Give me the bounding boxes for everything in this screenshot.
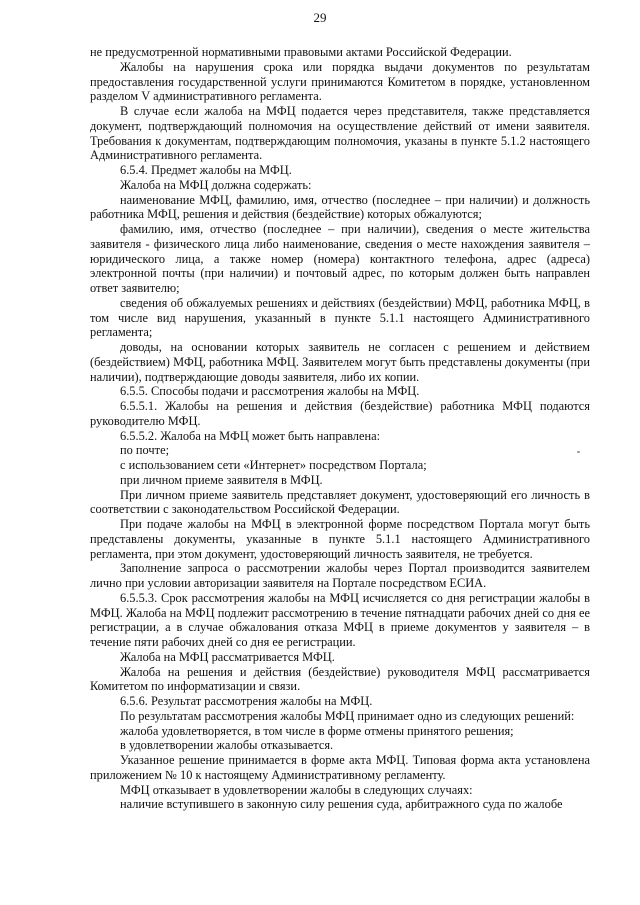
paragraph: Жалоба на МФЦ рассматривается МФЦ.	[120, 649, 335, 664]
paragraph: наименование МФЦ, фамилию, имя, отчество (последнее – при наличии) и должность работника МФЦ, решения и действия (бездействие) которых обжалуются;	[90, 192, 590, 222]
paragraph: Жалоба на МФЦ должна содержать:	[120, 177, 312, 192]
paragraph: Жалобы на нарушения срока или порядка выдачи документов по результатам предоставления государственной услуги принимаются Комитетом в порядке, установленном разделом V административного регламента.	[90, 59, 590, 104]
paragraph: доводы, на основании которых заявитель не согласен с решением и действием (бездействием) МФЦ, работника МФЦ. Заявителем могут быть представлены документы (при наличии), подтверждающие доводы заявителя, либо их копии.	[90, 340, 590, 384]
paragraph: сведения об обжалуемых решениях и действиях (бездействии) МФЦ, работника МФЦ, в том числе вид нарушения, указанный в пункте 5.1.1 настоящего Административного регламента;	[90, 295, 590, 340]
paragraph: 6.5.5.1. Жалобы на решения и действия (бездействие) работника МФЦ подаются руководителю МФЦ.	[90, 399, 590, 428]
paragraph: В случае если жалоба на МФЦ подается через представителя, также представляется документ, подтверждающий полномочия на осуществление действий от имени заявителя. Требования к документам, подтверждающим полномочия, указаны в пункте 5.1.2 настоящего Административного регламента.	[90, 104, 590, 163]
paragraph: не предусмотренной нормативными правовыми актами Российской Федерации.	[90, 45, 512, 59]
paragraph: По результатам рассмотрения жалобы МФЦ принимает одно из следующих решений:	[120, 708, 575, 723]
paragraph: При подаче жалобы на МФЦ в электронной форме посредством Портала могут быть представлены документы, указанные в пункте 5.1.1 настоящего Административного регламента, при этом документ, удостоверяющий личность заявителя, не требуется.	[90, 517, 590, 561]
paragraph: 6.5.6. Результат рассмотрения жалобы на МФЦ.	[120, 694, 373, 708]
paragraph: Жалоба на решения и действия (бездействие) руководителя МФЦ рассматривается Комитетом по информатизации и связи.	[90, 664, 590, 694]
paragraph: фамилию, имя, отчество (последнее – при наличии), сведения о месте жительства заявителя - физического лица либо наименование, сведения о месте нахождения заявителя – юридического лица, а также номер (номера) контактного телефона, адрес (адреса) электронной почты (при наличии) и почтовый адрес, по которым должен быть направлен ответ заявителю;	[90, 222, 590, 295]
paragraph: Заполнение запроса о рассмотрении жалобы через Портал производится заявителем лично при условии авторизации заявителя на Портале посредством ЕСИА.	[90, 561, 590, 590]
paragraph: 6.5.4. Предмет жалобы на МФЦ.	[120, 163, 292, 177]
paragraph: 6.5.5.2. Жалоба на МФЦ может быть направлена:	[120, 428, 381, 443]
paragraph: наличие вступившего в законную силу решения суда, арбитражного суда по жалобе	[120, 797, 563, 812]
paragraph: с использованием сети «Интернет» посредством Портала;	[120, 458, 427, 472]
paragraph: жалоба удовлетворяется, в том числе в форме отмены принятого решения;	[120, 723, 514, 738]
paragraph: При личном приеме заявитель представляет документ, удостоверяющий его личность в соответствии с законодательством Российской Федерации.	[90, 487, 590, 517]
paragraph: 6.5.5. Способы подачи и рассмотрения жалобы на МФЦ.	[120, 384, 420, 399]
paragraph: МФЦ отказывает в удовлетворении жалобы в следующих случаях:	[120, 782, 473, 797]
paragraph: 6.5.5.3. Срок рассмотрения жалобы на МФЦ исчисляется со дня регистрации жалобы в МФЦ. Жалоба на МФЦ подлежит рассмотрению в течение пятнадцати рабочих дней со дня ее регистрации, а в случае обжалования отказа МФЦ в приеме документов у заявителя – в течение пяти рабочих дней со дня ее регистрации.	[90, 590, 590, 649]
paragraph: по почте;	[120, 443, 170, 458]
paragraph: при личном приеме заявителя в МФЦ.	[120, 472, 323, 487]
paragraph: Указанное решение принимается в форме акта МФЦ. Типовая форма акта установлена приложением № 10 к настоящему Административному регламенту.	[90, 753, 590, 782]
page-number: 29	[313, 10, 327, 25]
scan-speck	[577, 451, 580, 453]
paragraph: в удовлетворении жалобы отказывается.	[120, 738, 334, 753]
document-body	[90, 45, 590, 812]
